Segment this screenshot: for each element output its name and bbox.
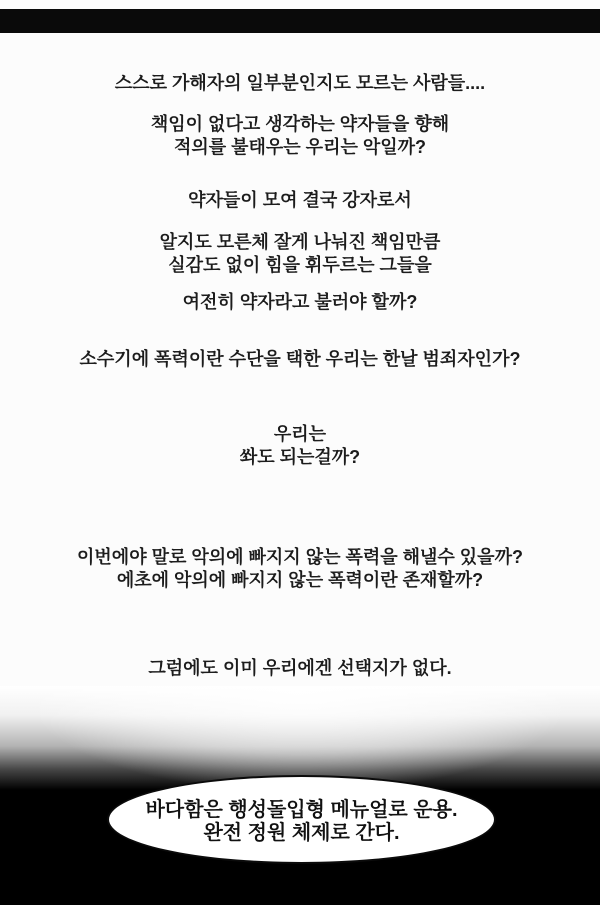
narration-line: 에초에 악의에 빠지지 않는 폭력이란 존재할까? xyxy=(116,570,484,590)
bottom-panel xyxy=(0,686,600,905)
narration-line: 여전히 약자라고 불러야 할까? xyxy=(182,292,418,312)
narration-line: 소수기에 폭력이란 수단을 택한 우리는 한날 범죄자인가? xyxy=(79,349,521,369)
narration-line: 우리는 xyxy=(273,424,327,444)
panel-divider-bar xyxy=(0,9,600,33)
speech-bubble xyxy=(107,775,496,864)
speech-bubble-line: 완전 정원 체제로 간다. xyxy=(203,822,400,844)
narration-line: 약자들이 모여 결국 강자로서 xyxy=(188,190,412,210)
narration-line: 그럼에도 이미 우리에겐 선택지가 없다. xyxy=(148,658,452,678)
speech-bubble-line: 바다함은 행성돌입형 메뉴얼로 운용. xyxy=(145,799,458,821)
narration-line: 이번에야 말로 악의에 빠지지 않는 폭력을 해낼수 있을까? xyxy=(77,547,523,567)
narration-line: 실감도 없이 힘을 휘두르는 그들을 xyxy=(168,255,432,275)
narration-line: 책임이 없다고 생각하는 약자들을 향해 xyxy=(150,114,450,134)
narration-line: 스스로 가해자의 일부분인지도 모르는 사람들.... xyxy=(114,73,486,93)
narration-line: 적의를 불태우는 우리는 악일까? xyxy=(173,137,427,157)
narration-line: 알지도 모른체 잘게 나눠진 책임만큼 xyxy=(159,232,441,252)
narration-line: 쏴도 되는걸까? xyxy=(239,447,361,467)
